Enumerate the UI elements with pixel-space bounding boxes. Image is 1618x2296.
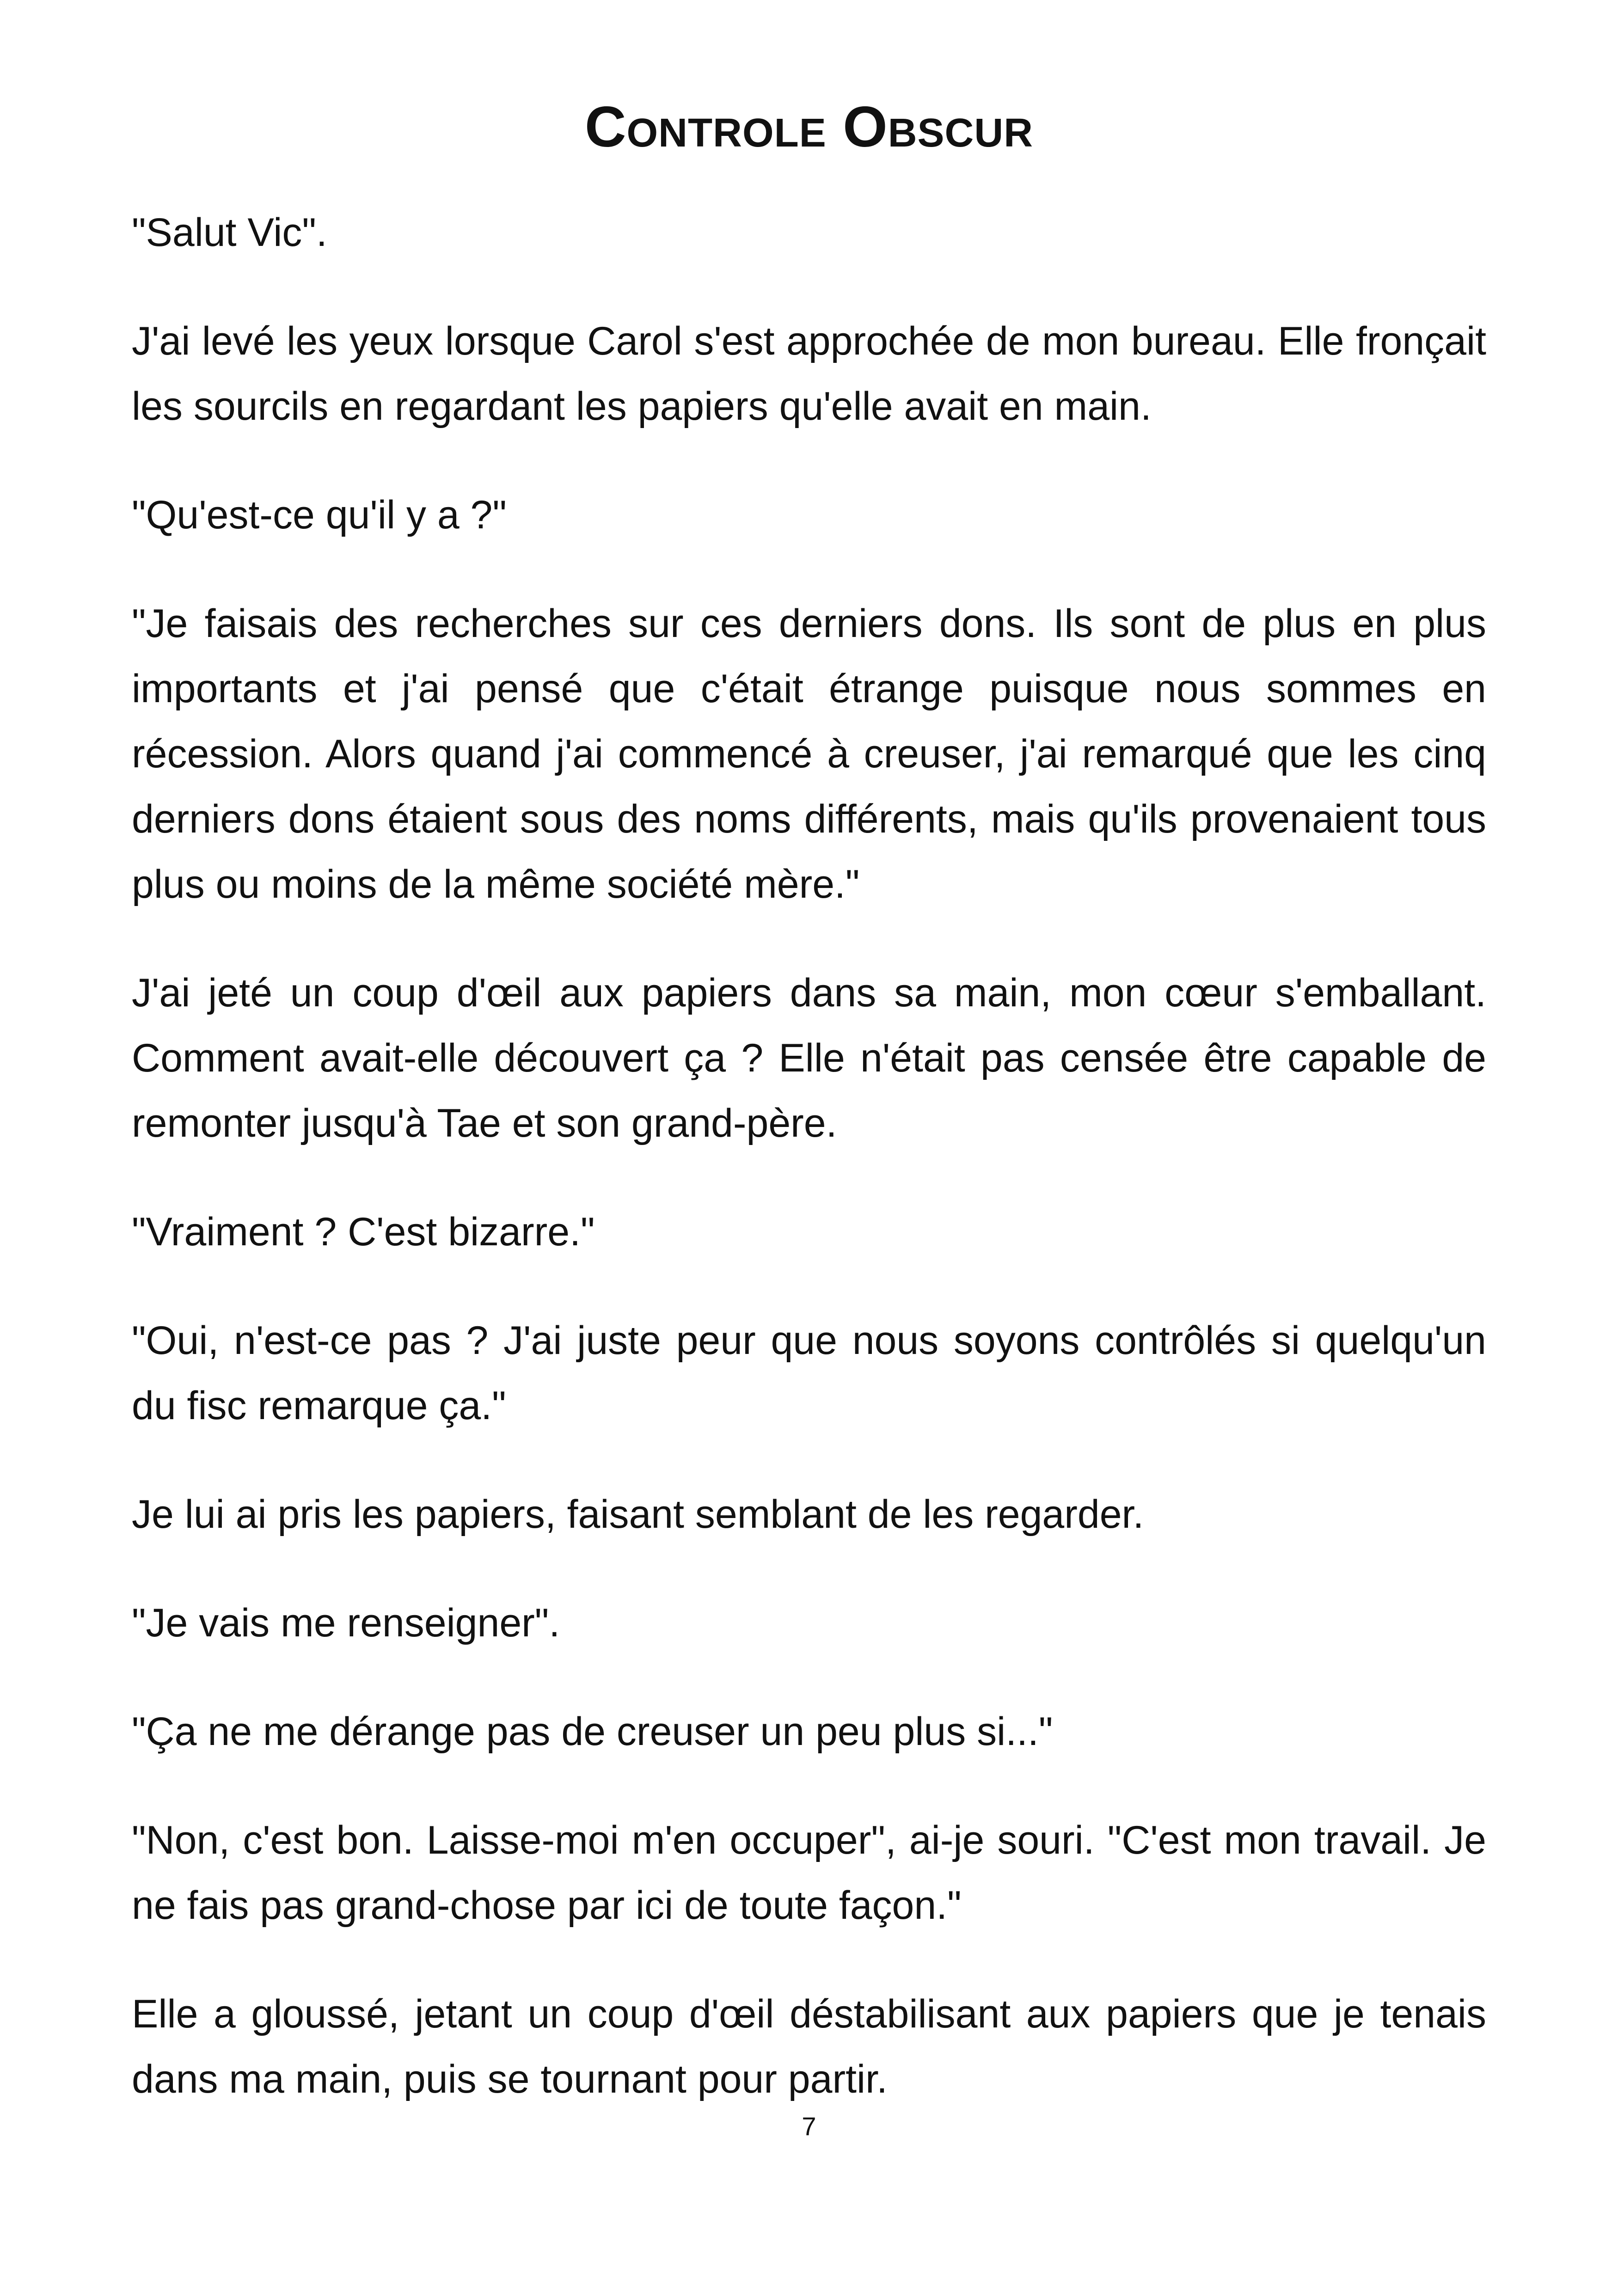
body-text: [132, 200, 1486, 2155]
paragraph: Je lui ai pris les papiers, faisant semblant de les regarder.: [132, 1492, 1144, 1537]
chapter-title: Controle Obscur: [584, 95, 1034, 159]
paragraph: "Ça ne me dérange pas de creuser un peu plus si...": [132, 1709, 1053, 1754]
paragraph: "Vraiment ? C'est bizarre.": [132, 1210, 595, 1254]
page-number: 7: [802, 2112, 816, 2141]
paragraph: Elle a gloussé, jetant un coup d'œil déstabilisant aux papiers que je tenais dans ma main, puis se tournant pour partir.: [132, 1992, 1486, 2101]
paragraph: "Salut Vic".: [132, 210, 327, 255]
paragraph: "Qu'est-ce qu'il y a ?": [132, 493, 507, 537]
paragraph: "Oui, n'est-ce pas ? J'ai juste peur que nous soyons contrôlés si quelqu'un du fisc remarque ça.": [132, 1318, 1486, 1428]
paragraph: "Je faisais des recherches sur ces derniers dons. Ils sont de plus en plus importants et j'ai pensé que c'était étrange puisque nous sommes en récession. Alors quand j'ai commencé à creuser, j'ai remarqué que les cinq derniers dons étaient sous des noms différents, mais qu'ils provenaient tous plus ou moins de la même société mère.": [132, 601, 1486, 906]
paragraph: "Non, c'est bon. Laisse-moi m'en occuper", ai-je souri. "C'est mon travail. Je ne fais pas grand-chose par ici de toute façon.": [132, 1818, 1486, 1928]
paragraph: J'ai levé les yeux lorsque Carol s'est approchée de mon bureau. Elle fronçait les sourcils en regardant les papiers qu'elle avait en main.: [132, 319, 1486, 429]
paragraph: J'ai jeté un coup d'œil aux papiers dans sa main, mon cœur s'emballant. Comment avait-elle découvert ça ? Elle n'était pas censée être capable de remonter jusqu'à Tae et son grand-père.: [132, 971, 1486, 1145]
paragraph: "Je vais me renseigner".: [132, 1601, 560, 1645]
